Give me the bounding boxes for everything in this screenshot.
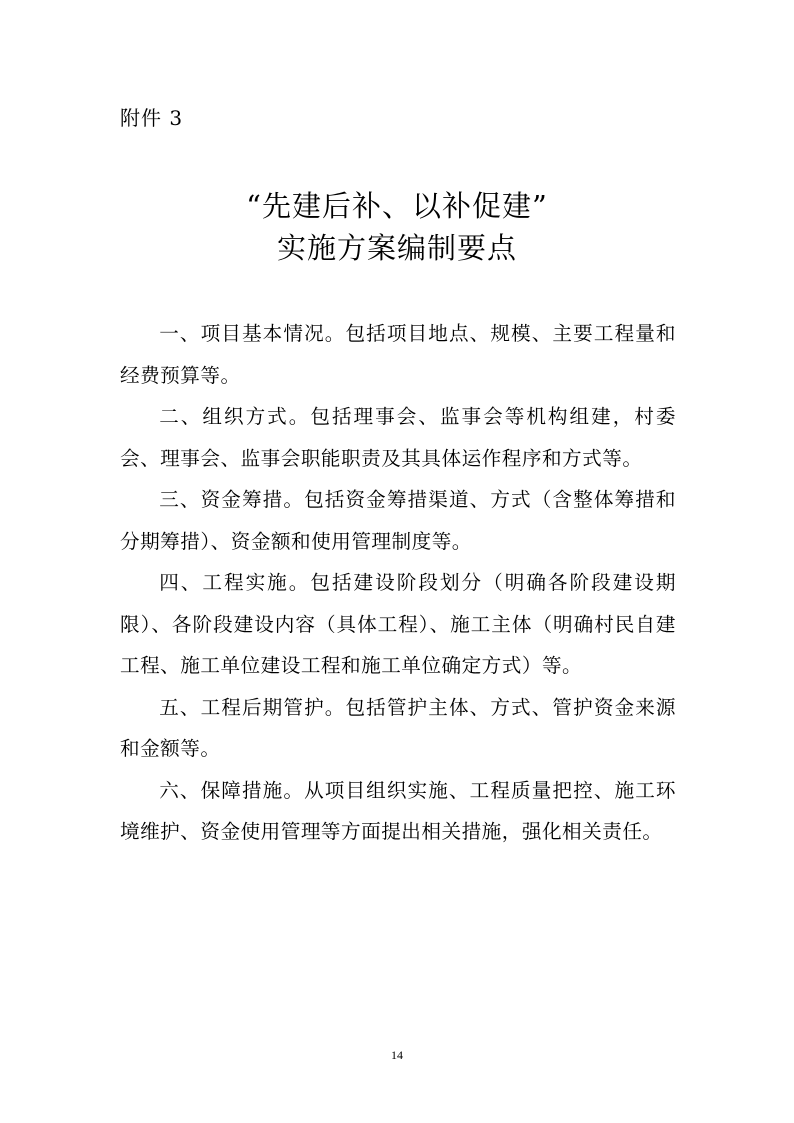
document-title-line-1: “先建后补、以补促建” — [246, 189, 548, 223]
paragraph-project-info: 一、项目基本情况。包括项目地点、规模、主要工程量和经费预算等。 — [120, 322, 676, 387]
paragraph-maintenance: 五、工程后期管护。包括管护主体、方式、管护资金来源和金额等。 — [120, 695, 676, 760]
paragraph-organization: 二、组织方式。包括理事会、监事会等机构组建，村委会、理事会、监事会职能职责及其具体运作程序和方式等。 — [120, 405, 676, 470]
document-body — [120, 313, 676, 853]
attachment-label: 附件 3 — [120, 106, 184, 130]
paragraph-safeguards: 六、保障措施。从项目组织实施、工程质量把控、施工环境维护、资金使用管理等方面提出相关措施，强化相关责任。 — [120, 778, 676, 843]
paragraph-funding: 三、资金筹措。包括资金筹措渠道、方式（含整体筹措和分期筹措）、资金额和使用管理制度等。 — [120, 488, 676, 553]
paragraph-implementation: 四、工程实施。包括建设阶段划分（明确各阶段建设期限）、各阶段建设内容（具体工程）、施工主体（明确村民自建工程、施工单位建设工程和施工单位确定方式）等。 — [120, 571, 676, 677]
document-title-line-2: 实施方案编制要点 — [276, 231, 517, 265]
page-number: 14 — [391, 1048, 403, 1062]
